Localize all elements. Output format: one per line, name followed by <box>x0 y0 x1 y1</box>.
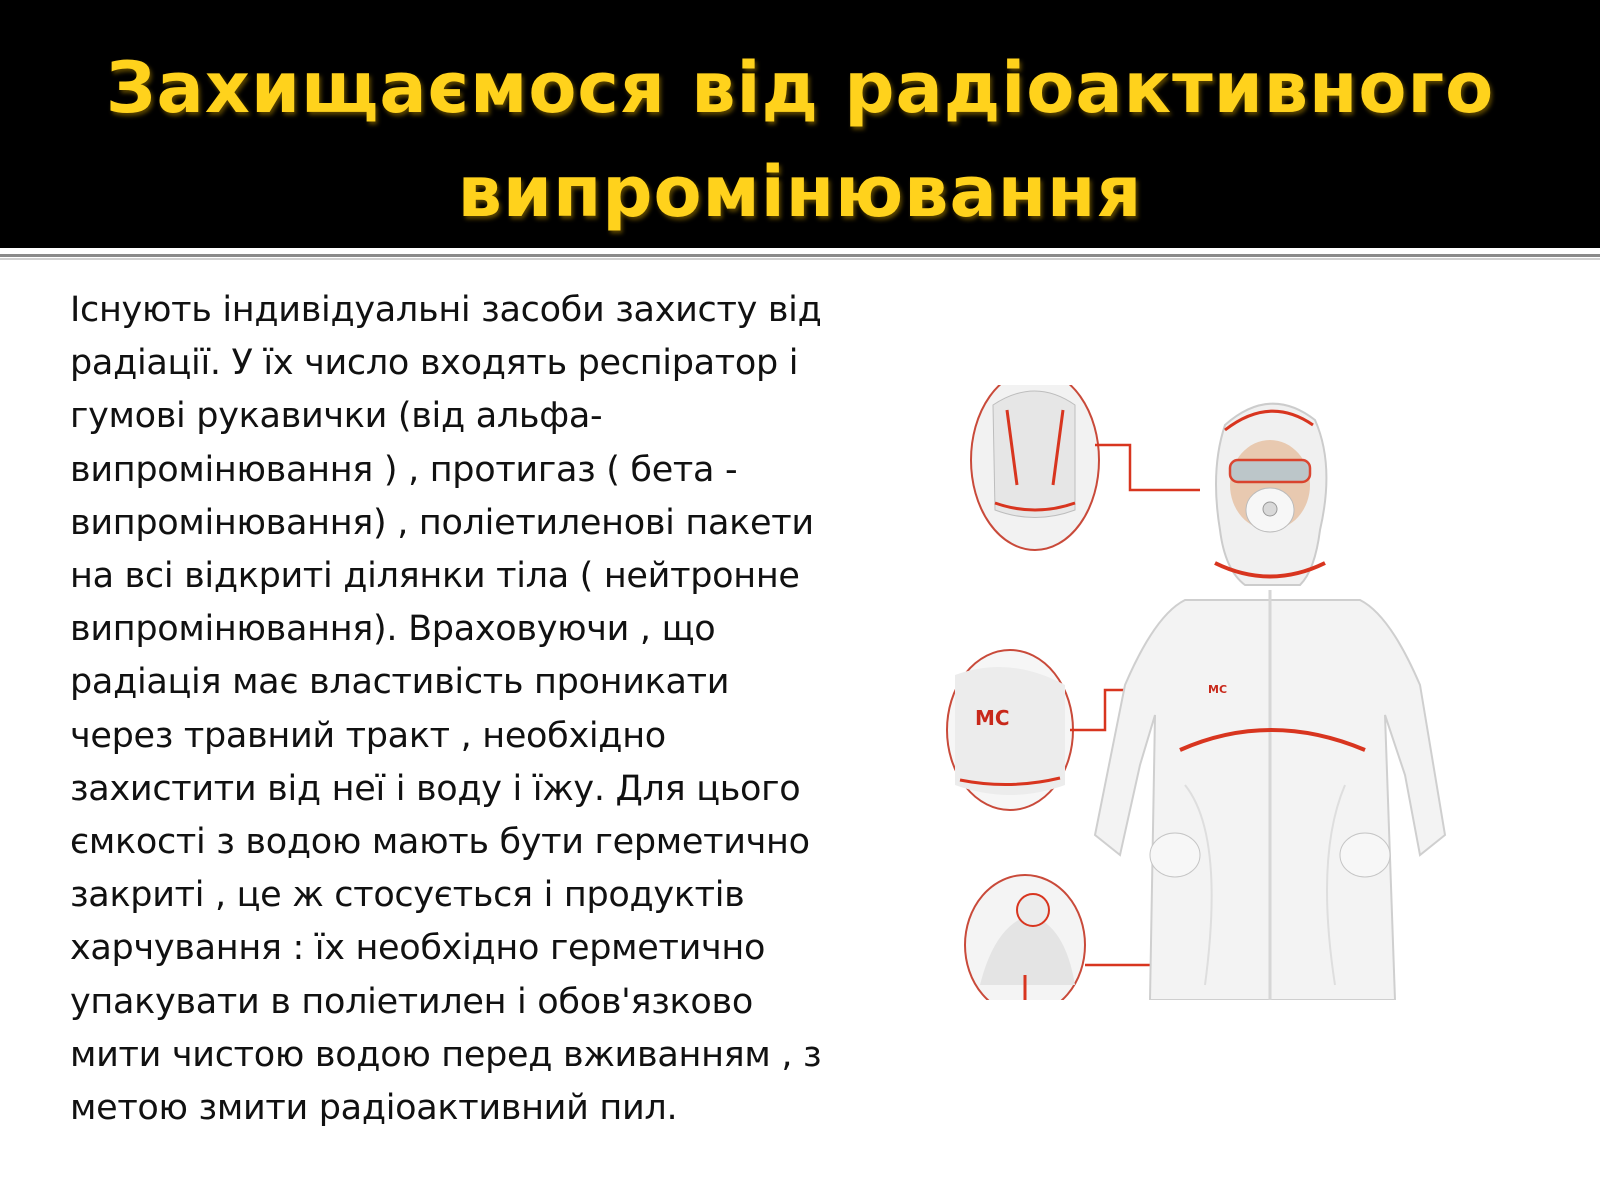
inset-logo-text: MC <box>975 706 1010 730</box>
divider-light <box>0 258 1600 260</box>
divider-white <box>0 248 1600 252</box>
slide-body-text: Існують індивідуальні засоби захисту від радіації. У їх число входять респіратор і гумові рукавички (від альфа- випромінювання ) , протигаз ( бета - випромінювання) , поліетиленові пакети на всі відкриті ділянки тіла ( нейтронне випромінювання). Враховуючи , що радіація має властивість проникати через травний тракт , необхідно захистити від неї і воду і їжу. Для цього ємкості з водою мають бути герметично закриті , це ж стосується і продуктів харчування : їх необхідно герметично упакувати в поліетилен і обов'язково мити чистою водою перед вживанням , з метою змити радіоактивний пил. <box>70 290 822 1129</box>
chest-logo-text: MC <box>1208 683 1228 696</box>
suit-figure <box>1095 404 1445 1000</box>
kneeling-detail-inset <box>965 875 1085 1000</box>
logo-detail-inset <box>947 650 1073 810</box>
title-bar <box>0 0 1600 248</box>
slide-title: Захищаємося від радіоактивного випромінювання <box>105 47 1495 233</box>
protective-suit-illustration <box>925 385 1460 1000</box>
divider-gray <box>0 254 1600 257</box>
hood-detail-inset <box>971 385 1099 550</box>
